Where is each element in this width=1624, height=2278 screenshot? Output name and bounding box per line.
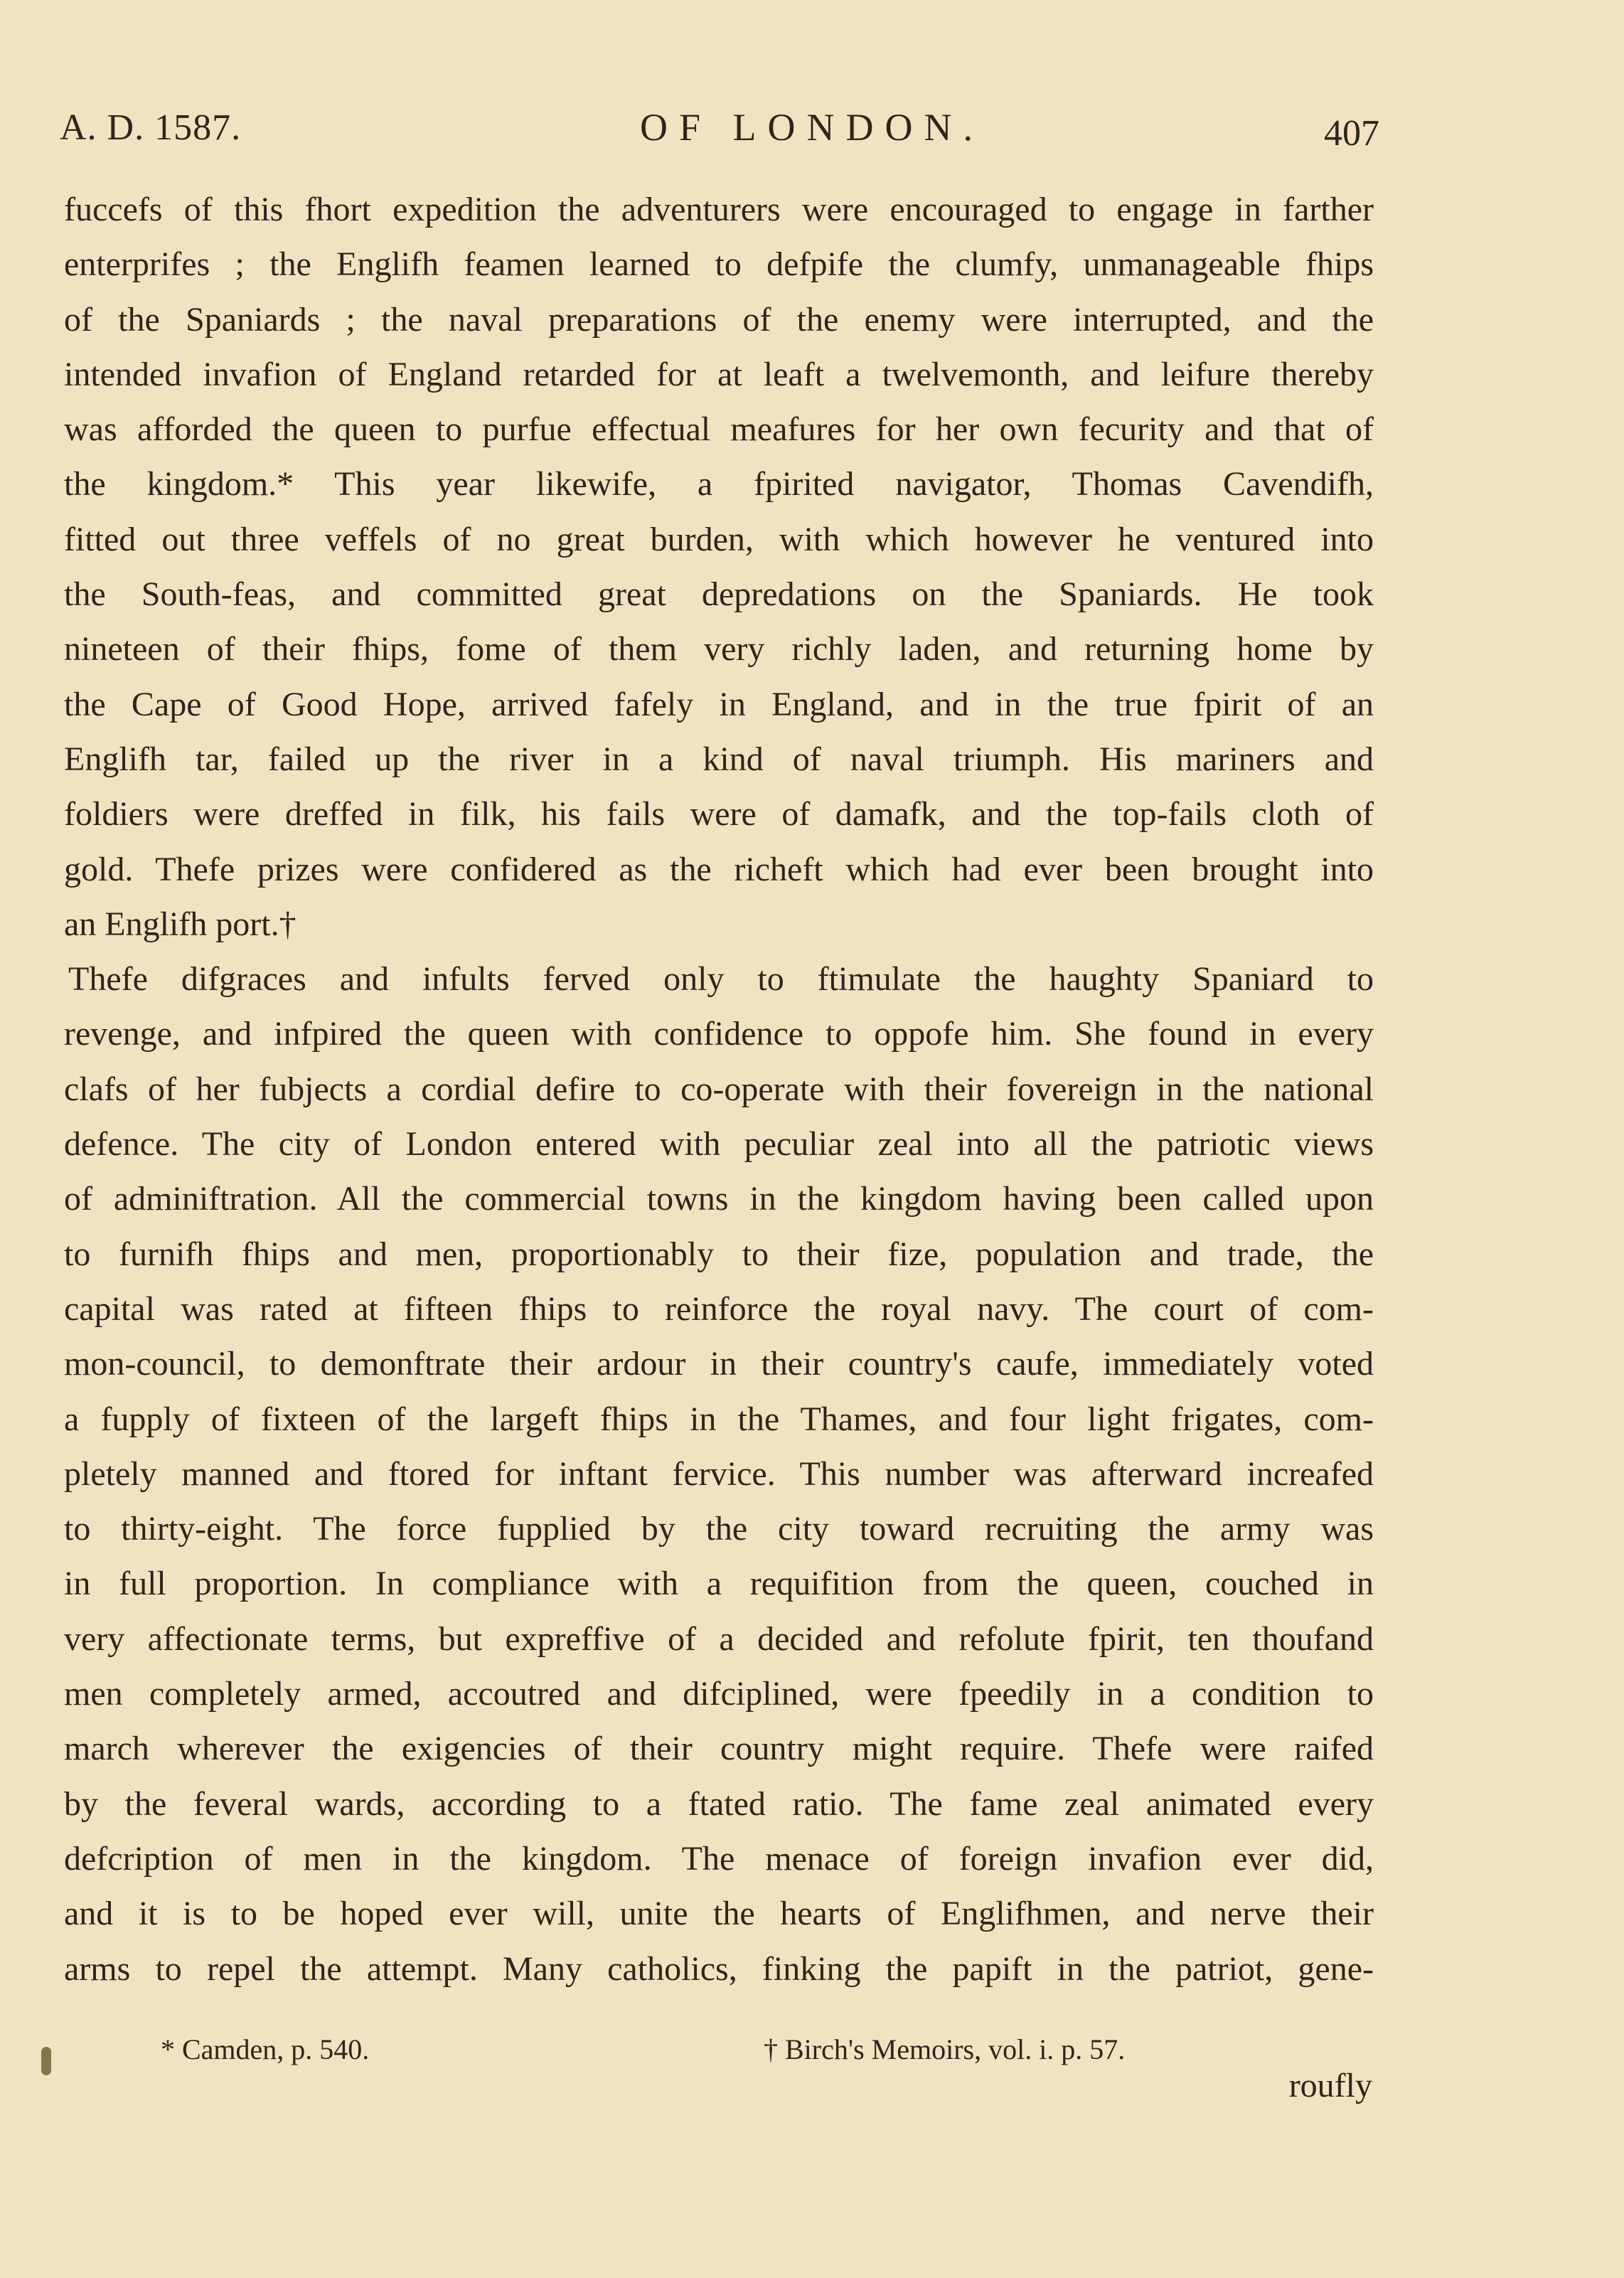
text-line: pletely manned and ftored for inftant fervice. This number was afterward increafed (64, 1454, 1374, 1493)
text-line: the South-feas, and committed great depredations on the Spaniards. He took (64, 575, 1374, 614)
text-line: in full proportion. In compliance with a requifition from the queen, couched in (64, 1565, 1374, 1603)
text-line: nineteen of their fhips, fome of them very richly laden, and returning home by (64, 630, 1374, 669)
text-line: defcription of men in the kingdom. The menace of foreign invafion ever did, (64, 1839, 1374, 1878)
text-line: by the feveral wards, according to a ftated ratio. The fame zeal animated every (64, 1784, 1374, 1823)
footnote-camden: * Camden, p. 540. (161, 2033, 370, 2065)
text-line: march wherever the exigencies of their country might require. Thefe were raifed (64, 1730, 1374, 1768)
text-line: of the Spaniards ; the naval preparations of the enemy were interrupted, and the (64, 300, 1374, 339)
footnotes (0, 2033, 1624, 2082)
text-line: defence. The city of London entered with peculiar zeal into all the patriotic views (64, 1125, 1374, 1164)
text-line: an Englifh port.† (64, 905, 297, 943)
text-line: fuccefs of this fhort expedition the adventurers were encouraged to engage in farther (64, 191, 1374, 228)
paragraph-start-line: Thefe difgraces and infults ferved only to ftimulate the haughty Spaniard to (68, 960, 1374, 999)
text-line: foldiers were dreffed in filk, his fails were of damafk, and the top-fails cloth of (64, 795, 1374, 834)
page-number: 407 (1324, 113, 1379, 154)
text-line: a fupply of fixteen of the largeft fhips in the Thames, and four light frigates, com- (64, 1400, 1374, 1438)
running-head-title: OF LONDON. (640, 106, 984, 149)
text-line: the Cape of Good Hope, arrived fafely in England, and in the true fpirit of an (64, 685, 1374, 723)
text-line: mon-council, to demonftrate their ardour in their country's caufe, immediately voted (64, 1345, 1374, 1383)
text-line: Englifh tar, failed up the river in a kind of naval triumph. His mariners and (64, 740, 1374, 778)
body-text (64, 182, 1374, 1996)
text-line: gold. Thefe prizes were confidered as the richeft which had ever been brought into (64, 850, 1374, 888)
text-line: men completely armed, accoutred and difciplined, were fpeedily in a condition to (64, 1675, 1374, 1713)
footnote-birch: † Birch's Memoirs, vol. i. p. 57. (764, 2033, 1126, 2065)
text-line: arms to repel the attempt. Many catholics, finking the papift in the patriot, gene- (64, 1949, 1374, 1988)
text-line: enterprifes ; the Englifh feamen learned to defpife the clumfy, unmanageable fhips (64, 245, 1374, 284)
text-line: intended invafion of England retarded for at leaft a twelvemonth, and leifure thereby (64, 355, 1374, 393)
text-line: to furnifh fhips and men, proportionably to their fize, population and trade, the (64, 1235, 1374, 1273)
text-line: clafs of her fubjects a cordial defire to co-operate with their fovereign in the national (64, 1070, 1374, 1108)
text-line: capital was rated at fifteen fhips to reinforce the royal navy. The court of com- (64, 1289, 1374, 1328)
text-line: was afforded the queen to purfue effectual meafures for her own fecurity and that of (64, 410, 1374, 449)
catchword: roufly (1288, 2067, 1372, 2104)
text-line: very affectionate terms, but expreffive of a decided and refolute fpirit, ten thoufand (64, 1619, 1374, 1658)
text-line: to thirty-eight. The force fupplied by the city toward recruiting the army was (64, 1510, 1374, 1548)
text-line: and it is to be hoped ever will, unite the hearts of Englifhmen, and nerve their (64, 1895, 1374, 1933)
text-line: fitted out three veffels of no great burden, with which however he ventured into (64, 520, 1374, 558)
text-line: of adminiftration. All the commercial towns in the kingdom having been called upon (64, 1180, 1374, 1218)
text-line: revenge, and infpired the queen with confidence to oppofe him. She found in every (64, 1015, 1374, 1053)
running-head-date: A. D. 1587. (60, 107, 242, 148)
text-line: the kingdom.* This year likewife, a fpirited navigator, Thomas Cavendifh, (64, 465, 1374, 504)
